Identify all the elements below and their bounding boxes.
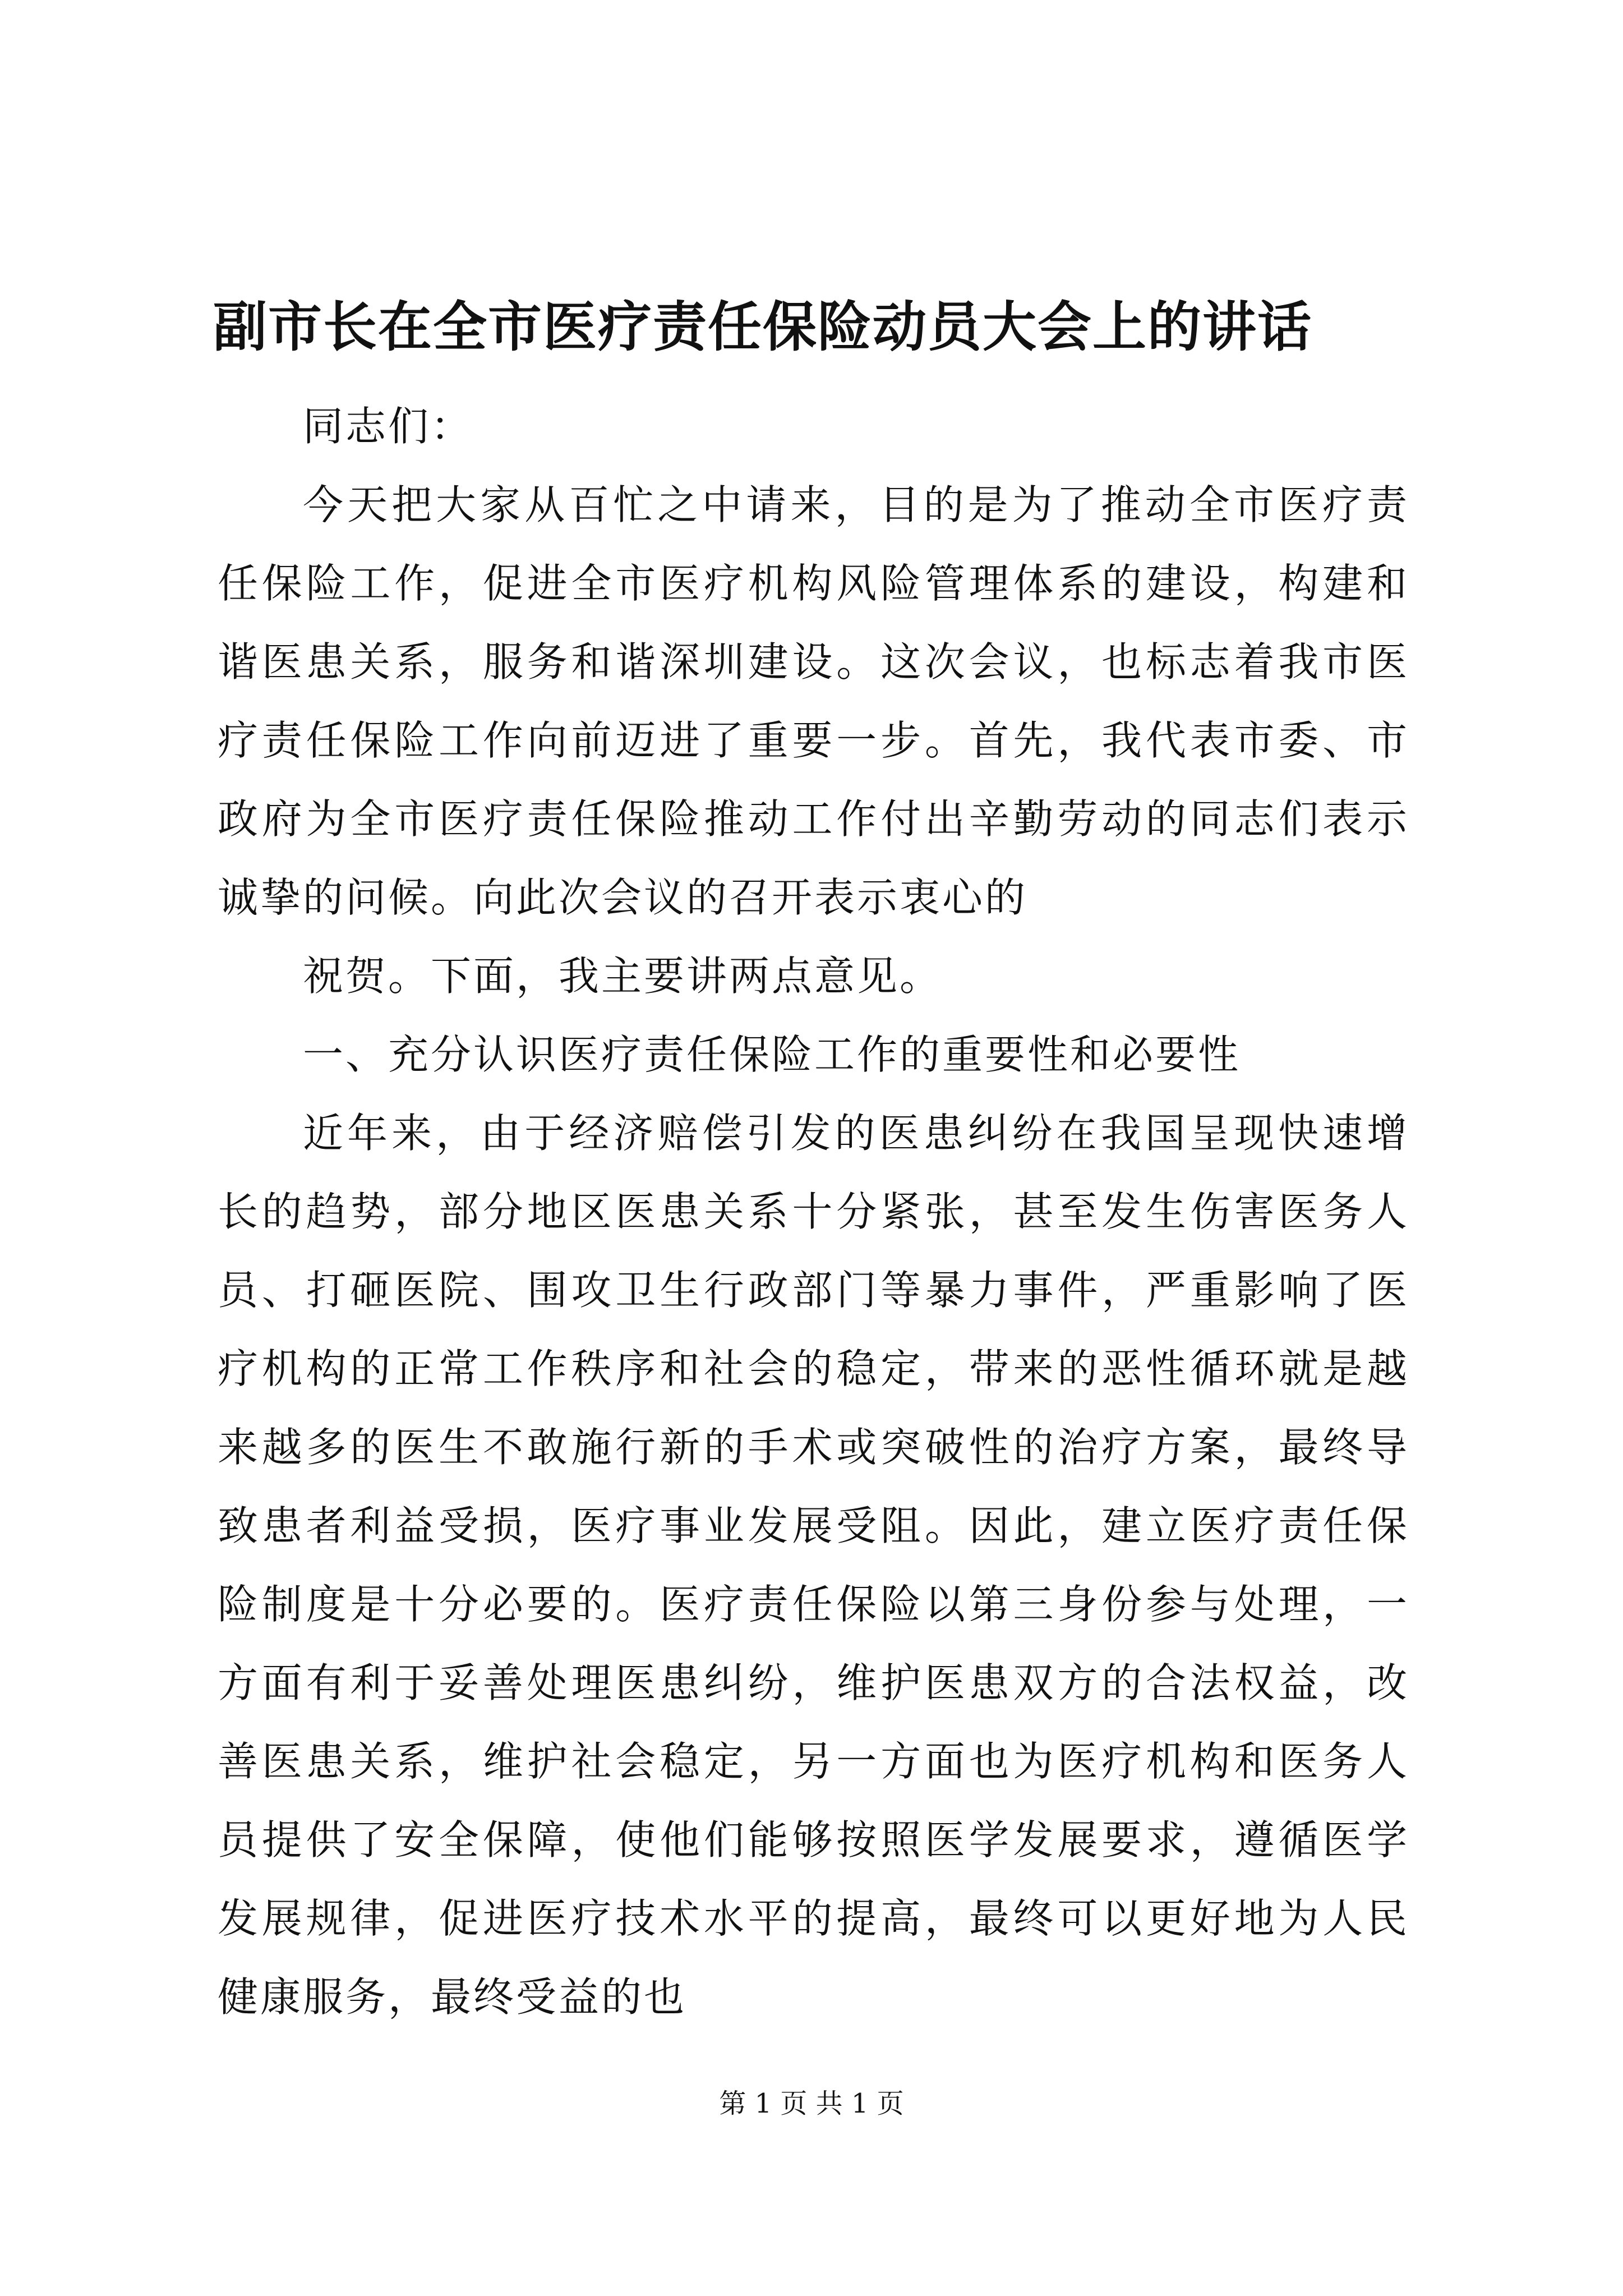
document-body xyxy=(218,387,1409,2036)
section-heading: 一、充分认识医疗责任保险工作的重要性和必要性 xyxy=(303,1031,1241,1078)
page-number-footer: 第 1 页 共 1 页 xyxy=(719,2088,904,2119)
body-paragraph: 近年来，由于经济赔偿引发的医患纠纷在我国呈现快速增长的趋势，部分地区医患关系十分紧张，甚至发生伤害医务人员、打砸医院、围攻卫生行政部门等暴力事件，严重影响了医疗机构的正常工作秩序和社会的稳定，带来的恶性循环就是越来越多的医生不敢施行新的手术或突破性的治疗方案，最终导致患者利益受损，医疗事业发展受阻。因此，建立医疗责任保险制度是十分必要的。医疗责任保险以第三身份参与处理，一方面有利于妥善处理医患纠纷，维护医患双方的合法权益，改善医患关系，维护社会稳定，另一方面也为医疗机构和医务人员提供了安全保障，使他们能够按照医学发展要求，遵循医学发展规律，促进医疗技术水平的提高，最终可以更好地为人民健康服务，最终受益的也 xyxy=(218,1110,1409,2021)
salutation-paragraph: 同志们： xyxy=(303,403,474,450)
congratulation-paragraph: 祝贺。下面，我主要讲两点意见。 xyxy=(303,953,943,1000)
opening-paragraph: 今天把大家从百忙之中请来，目的是为了推动全市医疗责任保险工作，促进全市医疗机构风险管理体系的建设，构建和谐医患关系，服务和谐深圳建设。这次会议，也标志着我市医疗责任保险工作向前迈进了重要一步。首先，我代表市委、市政府为全市医疗责任保险推动工作付出辛勤劳动的同志们表示诚挚的问候。向此次会议的召开表示衷心的 xyxy=(218,481,1409,921)
document-title: 副市长在全市医疗责任保险动员大会上的讲话 xyxy=(213,295,1312,358)
